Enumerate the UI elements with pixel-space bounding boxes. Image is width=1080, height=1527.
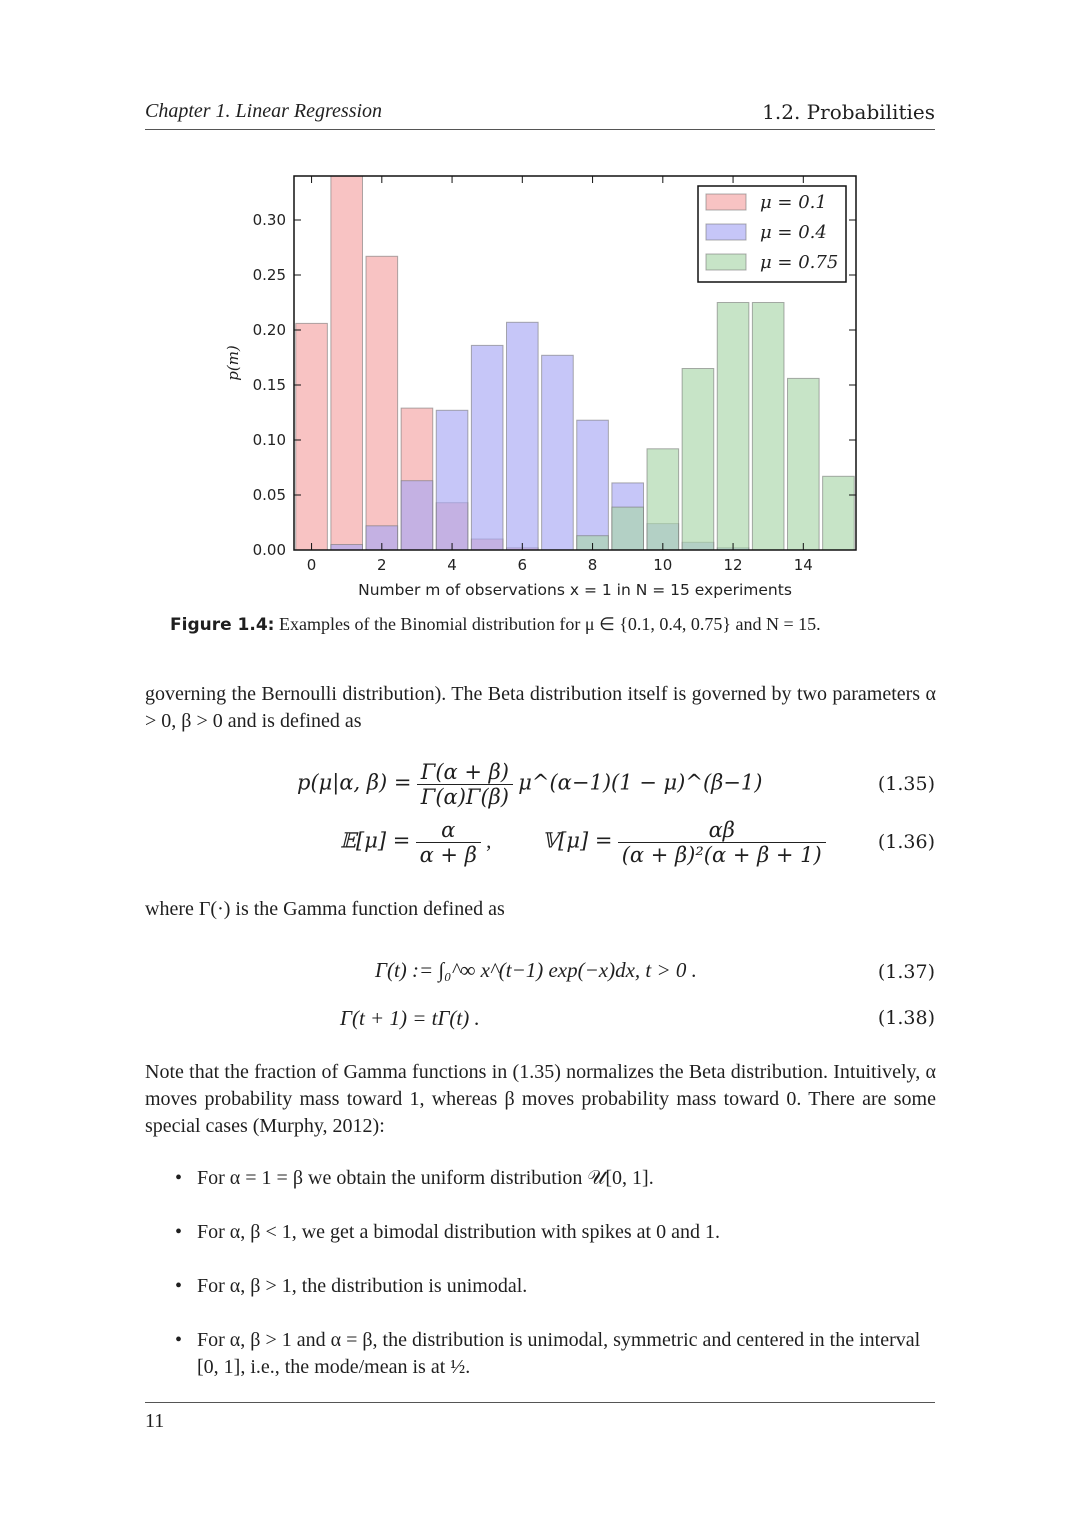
legend-label-1: μ = 0.4	[760, 222, 827, 243]
equation-1-37: Γ(t) := ∫₀^∞ x^(t−1) exp(−x)dx, t > 0 .	[375, 958, 697, 982]
eq136-variance-fraction	[618, 818, 826, 867]
bar-series-2-x-15	[823, 476, 855, 550]
bar-series-2-x-10	[647, 449, 679, 550]
y-axis-label: p(m)	[224, 345, 242, 381]
bar-series-2-x-9	[612, 507, 644, 550]
y-tick-label-3: 0.15	[252, 376, 286, 394]
legend-swatch-2	[706, 254, 746, 270]
list-item: • For α = 1 = β we obtain the uniform distribution 𝒰[0, 1].	[175, 1165, 937, 1192]
eq135-lhs: p(μ|α, β) =	[297, 770, 412, 795]
eq135-numerator: Γ(α + β)	[417, 760, 513, 785]
bar-series-2-x-13	[752, 303, 784, 551]
x-tick-label-5: 10	[653, 556, 673, 574]
bar-series-0-x-0	[296, 323, 328, 550]
x-axis-label: Number m of observations x = 1 in N = 15 experiments	[358, 581, 792, 599]
list-item: • For α, β > 1, the distribution is unimodal.	[175, 1273, 937, 1300]
list-item: • For α, β < 1, we get a bimodal distribution with spikes at 0 and 1.	[175, 1219, 937, 1246]
x-tick-label-1: 2	[377, 556, 387, 574]
equation-1-36: 𝔼[μ] = $\frac{\alpha}{\alpha + \beta}$ , 𝕍[μ] = $\frac{\alpha\beta}{\text{(α + β)²(α + β + 1)}}$	[340, 818, 826, 867]
figure-caption	[170, 614, 821, 635]
equation-1-38: Γ(t + 1) = tΓ(t) .	[340, 1006, 480, 1030]
y-tick-label-6: 0.30	[252, 211, 286, 229]
y-tick-label-1: 0.05	[252, 486, 286, 504]
bar-series-1-x-1	[331, 545, 363, 551]
eq135-denominator: Γ(α)Γ(β)	[420, 785, 509, 809]
running-header-section: 1.2. Probabilities	[762, 100, 935, 124]
legend-label-0: μ = 0.1	[760, 192, 827, 213]
equation-1-35	[297, 760, 762, 809]
bar-series-1-x-6	[507, 322, 539, 550]
bar-series-1-x-4	[436, 410, 468, 550]
bar-series-2-x-12	[717, 303, 749, 551]
eq136-e-denominator: α + β	[419, 843, 477, 867]
bar-series-2-x-14	[788, 378, 820, 550]
list-item: • For α, β > 1 and α = β, the distribution is unimodal, symmetric and centered in the interval [0, 1], i.e., the mode/mean is at ½.	[175, 1327, 937, 1381]
bar-series-1-x-3	[401, 481, 433, 550]
paragraph-beta-intro: governing the Bernoulli distribution). The Beta distribution itself is governed by two parameters α > 0, β > 0 and is defined as	[145, 683, 936, 732]
bar-series-0-x-1	[331, 173, 363, 550]
eq135-rest: μ^(α−1)(1 − μ)^(β−1)	[518, 770, 763, 795]
eq136-expectation-lhs: 𝔼[μ] =	[340, 828, 411, 853]
x-tick-label-7: 14	[793, 556, 813, 574]
eq136-v-numerator: αβ	[618, 818, 826, 843]
bar-series-2-x-16	[858, 536, 870, 550]
header-rule	[145, 129, 935, 130]
bar-series-0-x-2	[366, 256, 398, 550]
caption-text: Examples of the Binomial distribution for μ ∈ {0.1, 0.4, 0.75} and N = 15.	[278, 614, 821, 634]
eq136-variance-lhs: 𝕍[μ] =	[541, 828, 613, 853]
eq137-number: (1.37)	[877, 961, 935, 983]
legend-swatch-1	[706, 224, 746, 240]
x-tick-label-4: 8	[587, 556, 598, 574]
y-tick-label-2: 0.10	[252, 431, 286, 449]
eq136-number: (1.36)	[877, 831, 935, 853]
bar-series-1-x-5	[471, 345, 503, 550]
eq136-expectation-fraction	[416, 818, 481, 867]
bar-series-2-x-11	[682, 369, 714, 551]
x-tick-label-6: 12	[723, 556, 743, 574]
caption-label: Figure 1.4:	[170, 615, 275, 635]
bar-series-1-x-7	[542, 355, 574, 550]
binomial-bar-chart	[210, 160, 870, 605]
running-header-chapter: Chapter 1. Linear Regression	[145, 100, 383, 122]
x-tick-label-0: 0	[306, 556, 317, 574]
special-cases-list	[175, 1165, 937, 1408]
eq136-v-denominator: (α + β)²(α + β + 1)	[621, 843, 822, 867]
paragraph-gamma-intro: where Γ(·) is the Gamma function defined as	[145, 898, 505, 920]
x-tick-label-3: 6	[517, 556, 528, 574]
legend-swatch-0	[706, 194, 746, 210]
y-tick-label-4: 0.20	[252, 321, 286, 339]
eq135-number: (1.35)	[877, 773, 935, 795]
paragraph-special-cases: Note that the fraction of Gamma functions in (1.35) normalizes the Beta distribution. Intuitively, α moves probability mass toward 1, whereas β moves probability mass toward 0. There are some special cases (Murphy, 2012):	[145, 1061, 936, 1137]
x-tick-label-2: 4	[447, 556, 457, 574]
y-tick-label-0: 0.00	[252, 541, 286, 559]
footer-rule	[145, 1402, 935, 1403]
eq138-number: (1.38)	[877, 1007, 935, 1029]
page-number: 11	[145, 1410, 165, 1432]
legend-label-2: μ = 0.75	[760, 252, 839, 273]
eq136-e-numerator: α	[416, 818, 481, 843]
y-tick-label-5: 0.25	[252, 266, 286, 284]
eq135-fraction	[417, 760, 513, 809]
bar-series-1-x-8	[577, 420, 609, 550]
